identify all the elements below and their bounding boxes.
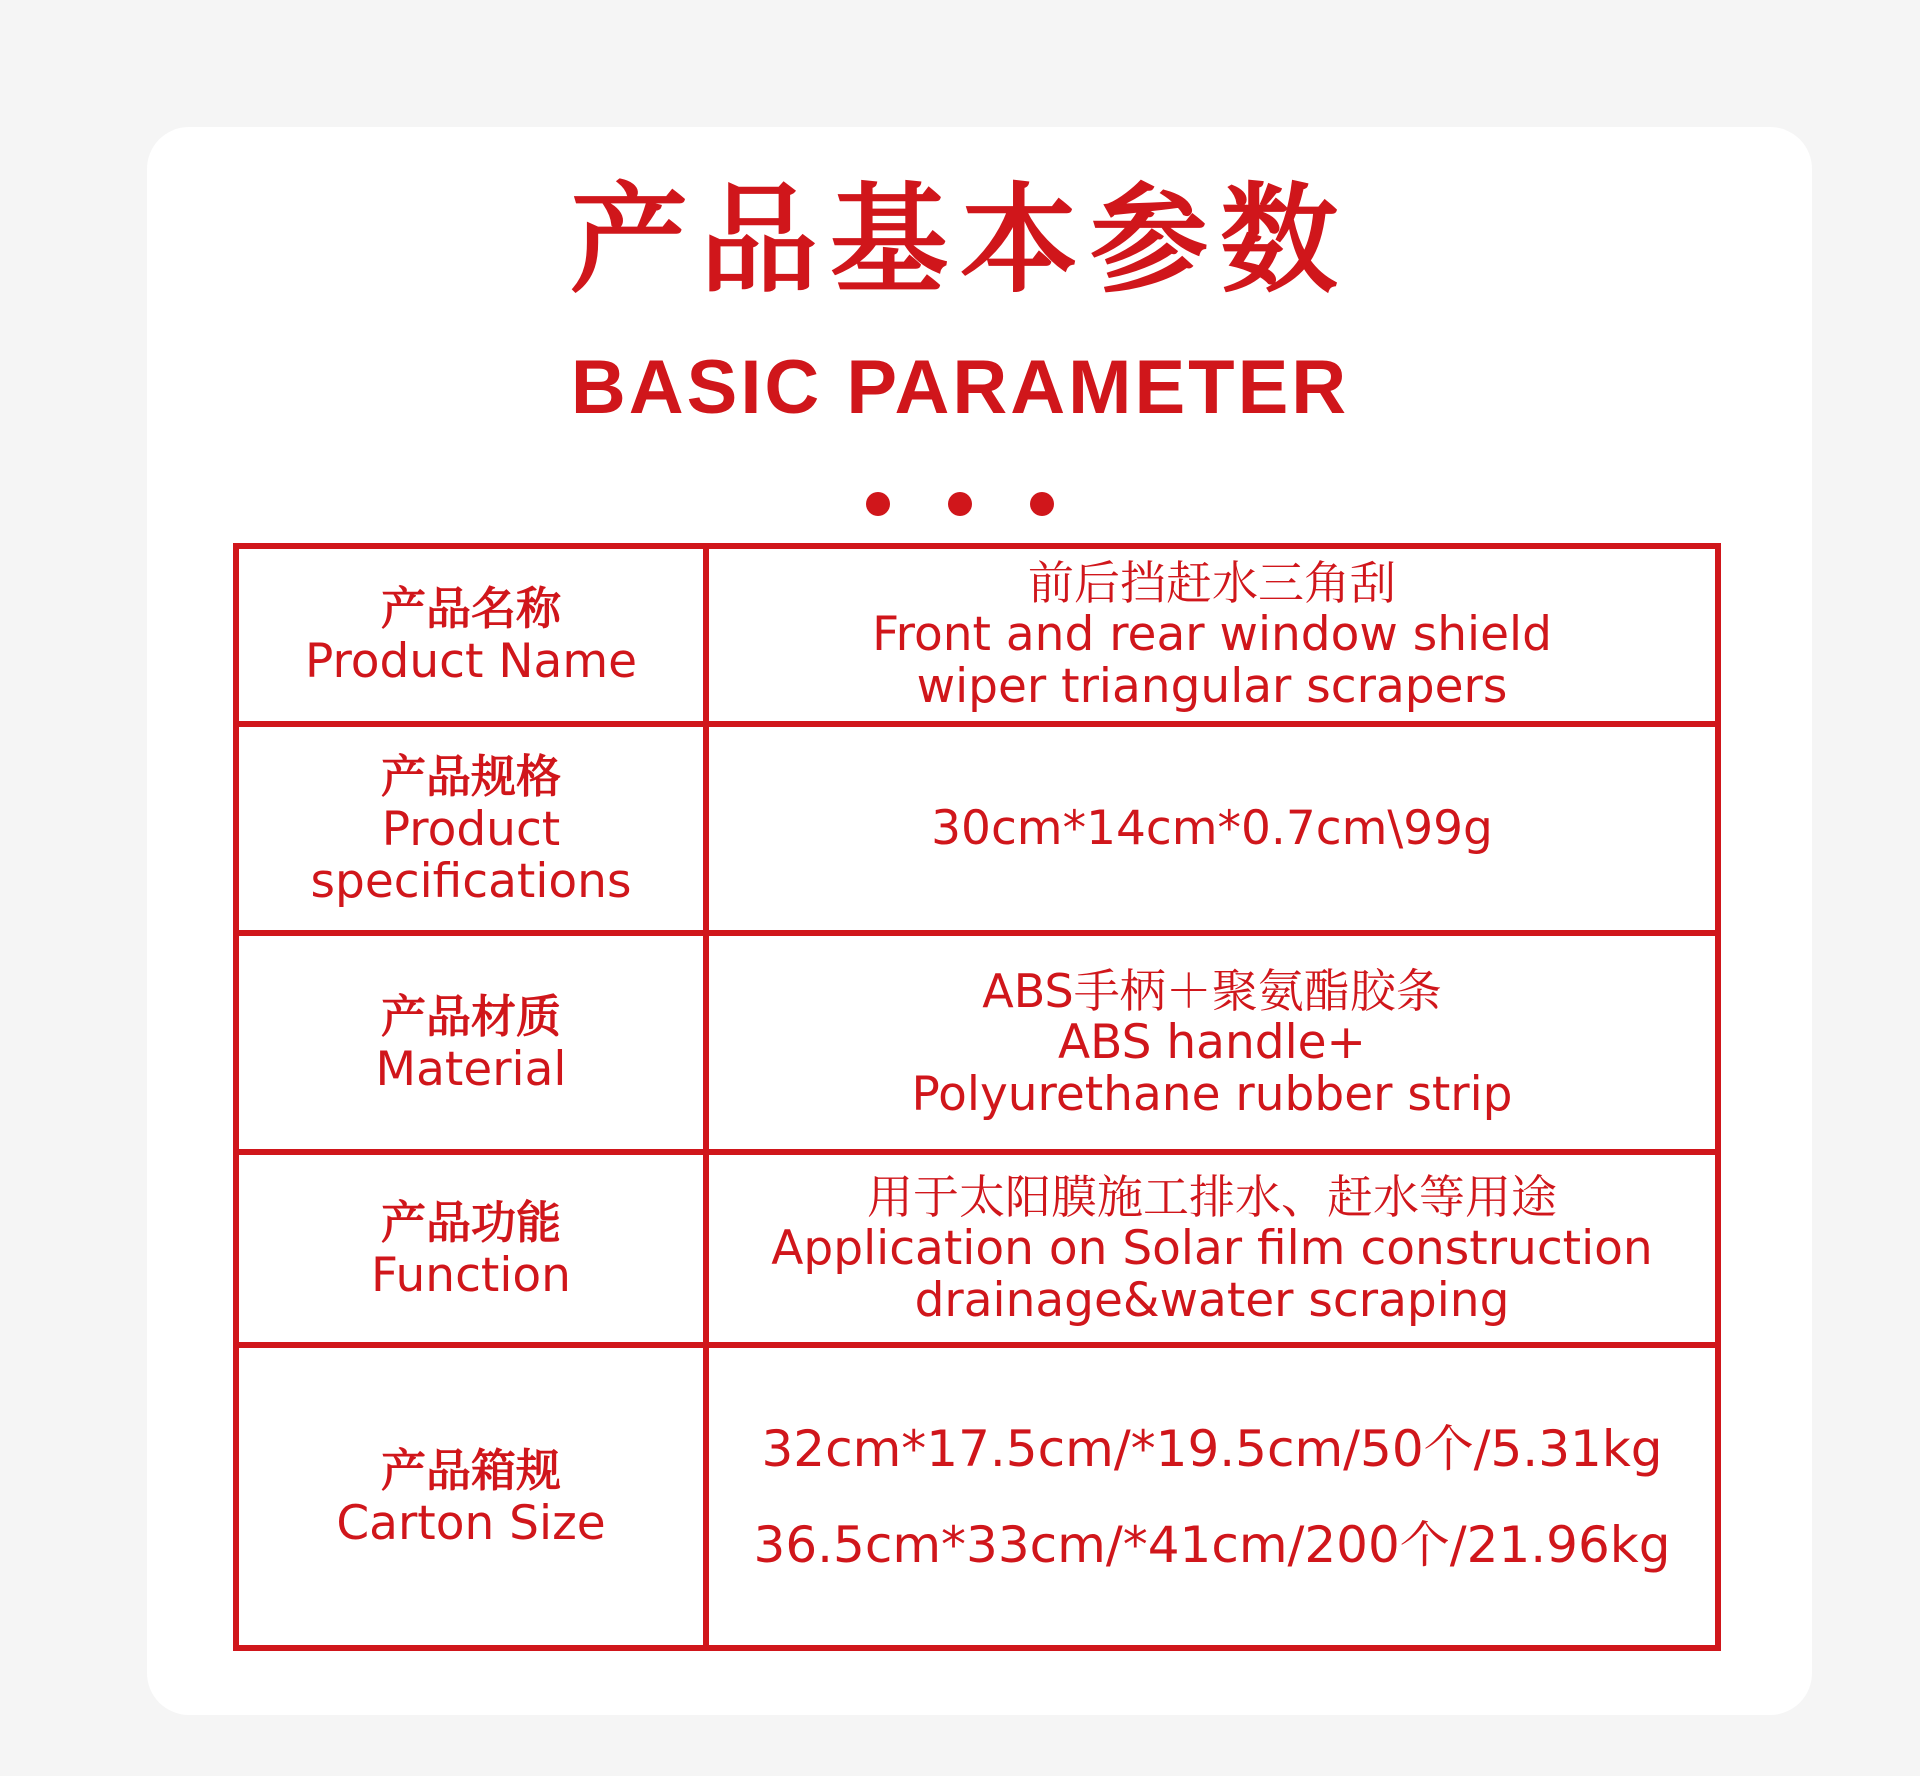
value-text-en: drainage&water scraping [914, 1272, 1510, 1328]
value-text-cn: ABS手柄＋聚氨酯胶条 [982, 963, 1442, 1018]
page-title-en: BASIC PARAMETER [570, 345, 1350, 430]
value-cell [706, 1152, 1718, 1345]
label-en: Carton Size [336, 1495, 606, 1551]
label-cn: 产品规格 [380, 749, 561, 803]
label-en: Product [381, 801, 561, 857]
label-cell [236, 546, 706, 724]
table-row-carton-size [236, 1345, 1718, 1648]
value-text-cn: 用于太阳膜施工排水、赶水等用途 [867, 1169, 1557, 1224]
label-en: Function [371, 1247, 571, 1303]
dot-icon [866, 492, 890, 516]
table-row-specifications [236, 724, 1718, 933]
label-cell [236, 933, 706, 1152]
value-text: 30cm*14cm*0.7cm\99g [931, 800, 1493, 856]
value-text-en: Polyurethane rubber strip [911, 1066, 1513, 1122]
label-cn: 产品箱规 [380, 1443, 561, 1497]
label-cell [236, 724, 706, 933]
label-cell [236, 1152, 706, 1345]
table-row-material [236, 933, 1718, 1152]
dot-icon [1030, 492, 1054, 516]
label-cell [236, 1345, 706, 1648]
value-text-en: Front and rear window shield [872, 607, 1552, 662]
label-en: Product Name [304, 634, 638, 689]
label-en: specifications [310, 853, 632, 909]
page-title-cn: 产品基本参数 [569, 171, 1350, 309]
value-text-en: Application on Solar film construction [771, 1220, 1653, 1276]
label-cn: 产品材质 [380, 989, 561, 1043]
value-text-cn: 前后挡赶水三角刮 [1028, 556, 1396, 610]
value-text: 36.5cm*33cm/*41cm/200个/21.96kg [753, 1515, 1671, 1574]
value-text-en: wiper triangular scrapers [916, 659, 1508, 714]
value-cell [706, 546, 1718, 724]
value-text: 32cm*17.5cm/*19.5cm/50个/5.31kg [761, 1419, 1663, 1478]
value-cell [706, 724, 1718, 933]
value-cell [706, 1345, 1718, 1648]
value-text-en: ABS handle+ [1058, 1014, 1366, 1070]
parameter-table [233, 543, 1721, 1651]
label-en: Material [375, 1041, 567, 1097]
dot-divider [0, 492, 1920, 516]
label-cn: 产品功能 [380, 1195, 561, 1249]
dot-icon [948, 492, 972, 516]
table-row-product-name [236, 546, 1718, 724]
table-row-function [236, 1152, 1718, 1345]
label-cn: 产品名称 [380, 582, 561, 635]
value-cell [706, 933, 1718, 1152]
